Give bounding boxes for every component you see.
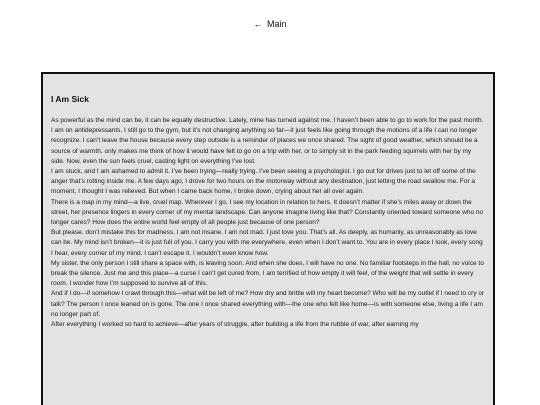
article-paragraph: As powerful as the mind can be, it can be equally destructive. Lately, mine has turned against me. I haven’t been able to go to work for the past month. I am on antidepressants. I still go to the gym, but it’s not changing anything so far—it just feels like going through the motions of a life I can no longer recognize. I can’t leave the house because every step outside is a reminder of places we once shared. The sight of good weather, which should be a source of warmth, only makes me think of how it would have felt to go on a trip with her, or to simply sit in the park feeding squirrels with her by my side. Now, even the sun feels cruel, casting light on everything I’ve lost. [51, 117, 484, 165]
article-card [41, 72, 495, 405]
article-paragraph: But please, don’t mistake this for madness. I am not insane. I am not mad. I just love you. That’s all. As deeply, as humanly, as unreasonably as love can be. My mind isn’t broken—it is just full of you. I carry you with me everywhere, even when I don’t want to. You are in every place I look, every song I hear, every corner of my mind. I can’t escape it. I wouldn’t even know how. [51, 229, 483, 257]
article-paragraph: My sister, the only person I still share a space with, is leaving soon. And when she does, I will have no one. No familiar footsteps in the hall, no voice to break the silence. Just me and this place—a curse I can’t get cured from. I am terrified of how empty it will feel, of the weight that will settle in every room. I wonder how I’m supposed to survive all of this. [51, 259, 484, 288]
article-paragraph: After everything I worked so hard to achieve—after years of struggle, after building a life from the rubble of war, after earning my [51, 321, 419, 329]
back-arrow-icon: ← [253, 19, 263, 29]
article-paragraph: I am stuck, and I am ashamed to admit it. I’ve been trying—really trying. I’ve been seeing a psychologist. I go out for drives just to let off some of the anger that’s rotting inside me. A few days ago, I drove for two hours on the motorway without any destination, just letting the road swallow me. For a moment, I thought I was relieved. But when I came back home, I broke down, crying about her all over again. [51, 168, 476, 196]
article-title: I Am Sick [51, 94, 89, 104]
article-paragraph: There is a map in my mind—a live, cruel map. Wherever I go, I see my location in relation to hers. It doesn’t matter if she’s miles away or down the street, her presence lingers in every corner of my mental landscape. Can anyone imagine living like that? Constantly oriented toward someone who no longer cares? How does the entire world feel empty of all people just because of one person? [51, 198, 484, 227]
main-link[interactable] [0, 18, 540, 30]
article-paragraph: And if I do—if somehow I crawl through this—what will be left of me? How dry and brittle will my heart become? Who will be my outlet if I need to cry or talk? The person I once leaned on is gone. The one I once shared everything with—the one who felt like home—is with someone else, living a life I am no longer part of. [51, 290, 485, 318]
main-link-label: Main [267, 19, 287, 29]
